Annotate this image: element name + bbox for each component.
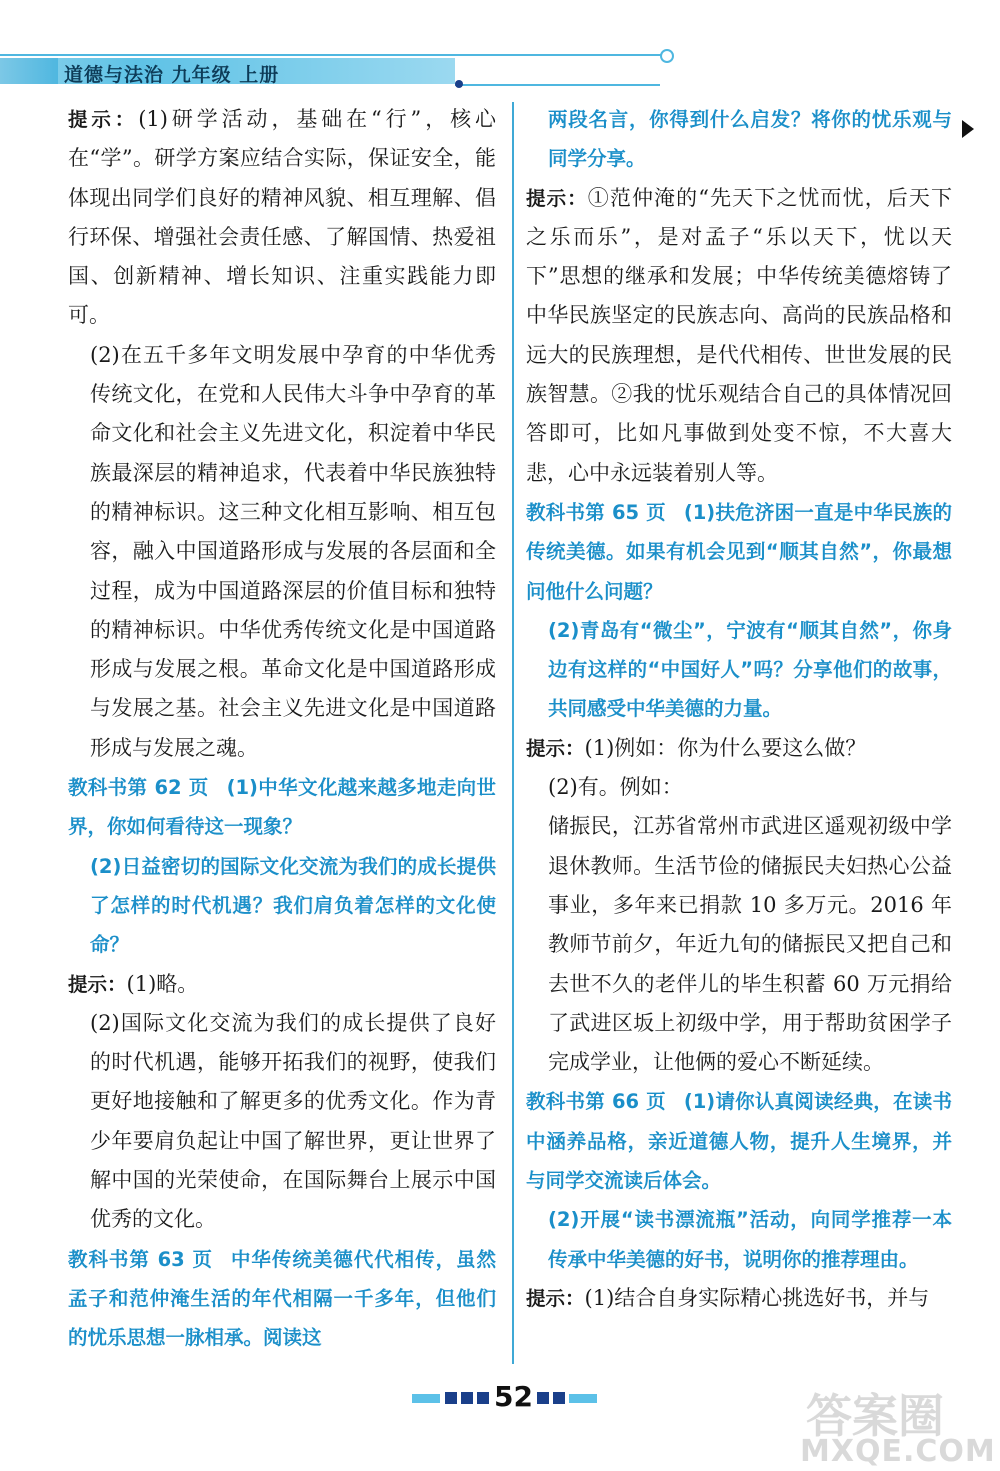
hint-label: 提示： (526, 1286, 585, 1310)
answer-paragraph: 储振民，江苏省常州市武进区遥观初级中学退休教师。生活节俭的储振民夫妇热心公益事业，多年来已捐款 10 多万元。2016 年教师节前夕，年近九旬的储振民又把自己和去世不久的老伴儿的毕生积蓄 60 万元捐给了武进区坂上初级中学，用于帮助贫困学子完成学业，让他俩的爱心不断延续。 (548, 814, 952, 1075)
answer-paragraph: (2)在五千多年文明发展中孕育的中华优秀传统文化，在党和人民伟大斗争中孕育的革命文化和社会主义先进文化，积淀着中华民族最深层的精神追求，代表着中华民族独特的精神标识。这三种文化相互影响、相互包容，融入中国道路形成与发展的各层面和全过程，成为中国道路深层的价值目标和独特的精神标识。中华优秀传统文化是中国道路形成与发展之根。革命文化是中国道路形成与发展之基。社会主义先进文化是中国道路形成与发展之魂。 (90, 342, 496, 760)
watermark (800, 1380, 996, 1469)
question-text: (1)请你认真阅读经典，在读书中涵养品格，亲近道德人物，提升人生境界，并与同学交流读后体会。 (526, 1090, 952, 1193)
question-text: (2)开展“读书漂流瓶”活动，向同学推荐一本传承中华美德的好书，说明你的推荐理由。 (548, 1208, 952, 1271)
question-text: (2)日益密切的国际文化交流为我们的成长提供了怎样的时代机遇？我们肩负着怎样的文化使命？ (90, 854, 496, 957)
textbook-question (526, 1082, 952, 1200)
textbook-question (68, 847, 496, 965)
textbook-question (526, 100, 952, 179)
hint-label: 提示： (68, 108, 139, 131)
hint-paragraph (526, 1279, 952, 1318)
header-ring-ornament (660, 49, 674, 63)
page-turn-arrow-icon (962, 120, 974, 138)
watermark-logo: 答案圈 (806, 1389, 944, 1443)
textbook-question (526, 611, 952, 729)
footer-square (553, 1392, 565, 1404)
textbook-question (68, 768, 496, 847)
hint-label: 提示： (68, 972, 127, 996)
column-divider (512, 102, 514, 1364)
footer-bar-left (412, 1394, 440, 1403)
hint-text: (1)例如：你为什么要这么做？ (584, 735, 867, 760)
question-text: (1)中华文化越来越多地走向世界，你如何看待这一现象？ (68, 776, 496, 839)
footer-square (445, 1392, 457, 1404)
question-text: 两段名言，你得到什么启发？将你的忧乐观与同学分享。 (548, 108, 952, 171)
footer-square (477, 1392, 489, 1404)
footer-square (537, 1392, 549, 1404)
textbook-page-ref: 教科书第 66 页 (526, 1090, 666, 1114)
hint-text: (1)略。 (126, 971, 199, 996)
page-header (0, 48, 680, 88)
hint-label: 提示： (526, 736, 585, 760)
header-dot-ornament (455, 80, 463, 88)
hint-paragraph (526, 179, 952, 493)
header-rule-top (0, 54, 665, 56)
hint-paragraph (68, 965, 496, 1004)
header-band-accent (0, 58, 58, 84)
question-text: (2)青岛有“微尘”，宁波有“顺其自然”，你身边有这样的“中国好人”吗？分享他们的故事，共同感受中华美德的力量。 (548, 618, 952, 721)
textbook-question (68, 1240, 496, 1358)
question-text: (1)扶危济困一直是中华民族的传统美德。如果有机会见到“顺其自然”，你最想问他什么问题？ (526, 500, 952, 603)
footer-bar-right (569, 1394, 597, 1403)
question-text: 中华传统美德代代相传，虽然孟子和范仲淹生活的年代相隔一千多年，但他们的忧乐思想一脉相承。阅读这 (68, 1247, 496, 1350)
textbook-page-ref: 教科书第 65 页 (526, 500, 666, 524)
hint-paragraph (68, 100, 496, 336)
answer-paragraph: (2)国际文化交流为我们的成长提供了良好的时代机遇，能够开拓我们的视野，使我们更好地接触和了解更多的优秀文化。作为青少年要肩负起让中国了解世界，更让世界了解中国的光荣使命，在国际舞台上展示中国优秀的文化。 (90, 1010, 496, 1232)
header-rule-bottom (455, 84, 660, 86)
footer-square (461, 1392, 473, 1404)
textbook-question (526, 1200, 952, 1279)
hint-text: (1)研学活动，基础在“行”，核心在“学”。研学方案应结合实际，保证安全，能体现出同学们良好的精神风貌、相互理解、倡行环保、增强社会责任感、了解国情、热爱祖国、创新精神、增长知识、注重实践能力即可。 (68, 107, 496, 328)
left-column (68, 100, 496, 1358)
hint-text: ①范仲淹的“先天下之忧而忧，后天下之乐而乐”，是对孟子“乐以天下，忧以天下”思想的继承和发展；中华传统美德熔铸了中华民族坚定的民族志向、高尚的民族品格和远大的民族理想，是代代相传、世世发展的民族智慧。②我的忧乐观结合自己的具体情况回答即可，比如凡事做到处变不惊，不大喜大悲，心中永远装着别人等。 (526, 185, 952, 485)
hint-paragraph (526, 729, 952, 768)
answer-paragraph: (2)有。例如： (548, 775, 683, 800)
textbook-question (526, 493, 952, 611)
hint-text: (1)结合自身实际精心挑选好书，并与 (584, 1285, 930, 1310)
book-title: 道德与法治 九年级 上册 (64, 64, 280, 86)
textbook-page-ref: 教科书第 63 页 (68, 1247, 213, 1271)
hint-label: 提示： (526, 186, 588, 210)
page-number: 52 (494, 1380, 533, 1413)
textbook-page-ref: 教科书第 62 页 (68, 776, 209, 800)
right-column (526, 100, 952, 1318)
watermark-text: MXQE.COM (800, 1434, 996, 1469)
